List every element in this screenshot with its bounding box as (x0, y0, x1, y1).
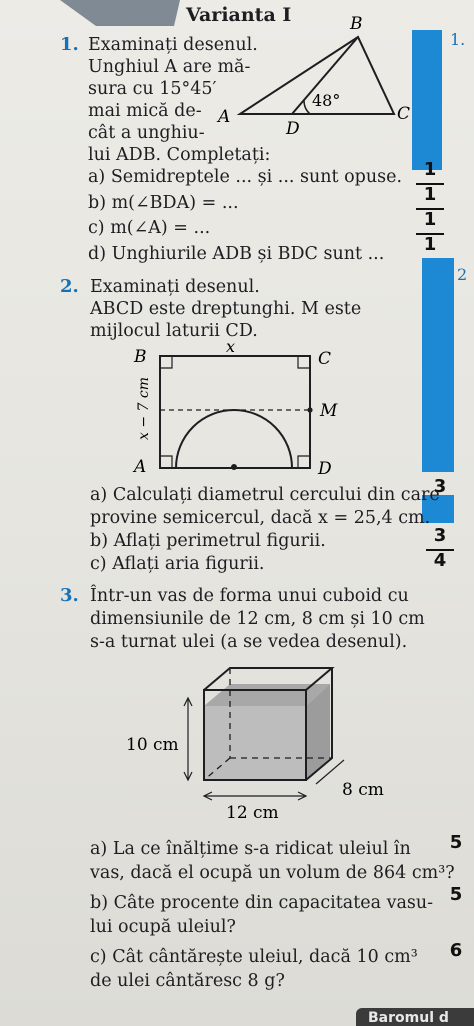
q2-rectangle-figure (120, 340, 360, 480)
q3-item-c-line2: de ulei cântăresc 8 g? (90, 971, 285, 991)
point-m (307, 407, 312, 412)
side-number-2: 2 (457, 265, 468, 284)
q1-intro-line6: lui ADB. Completați: (88, 145, 271, 165)
rectangle-abcd (160, 356, 310, 468)
footer-text: Baromul d (368, 1010, 449, 1026)
q1-intro-line1: Examinați desenul. (88, 35, 258, 55)
score-bar-2 (422, 258, 454, 472)
oil-front (204, 706, 306, 780)
variant-title: Varianta I (186, 4, 292, 26)
corner-mark-a (160, 456, 172, 468)
width-label: 12 cm (226, 803, 279, 823)
label-c: C (318, 349, 332, 369)
corner-mark-c (298, 356, 310, 368)
q3-item-c-line1: c) Cât cântărește uleiul, dacă 10 cm³ (90, 947, 418, 967)
center-point (231, 464, 237, 470)
q1-intro-line5: cât a unghiu- (88, 123, 205, 143)
q1-item-b: b) m(∠BDA) = ... (88, 193, 239, 213)
q3-item-a-line1: a) La ce înălțime s-a ridicat uleiul în (90, 839, 411, 859)
q3-item-a-line2: vas, dacă el ocupă un volum de 864 cm³? (90, 863, 455, 883)
points-q1d: 1 (423, 234, 437, 255)
q2-number: 2. (60, 276, 79, 297)
q1-item-d: d) Unghiurile ADB și BDC sunt ... (88, 244, 385, 264)
q3-intro-line2: dimensiunile de 12 cm, 8 cm și 10 cm (90, 609, 425, 629)
q1-intro-line4: mai mică de- (88, 101, 202, 121)
label-b: B (134, 347, 147, 367)
label-m: M (320, 401, 338, 421)
q1-item-a: a) Semidreptele ... și ... sunt opuse. (88, 167, 403, 187)
q3-cuboid-figure (120, 660, 400, 830)
q3-number: 3. (60, 585, 79, 606)
q1-triangle-figure (210, 12, 420, 142)
label-x: x (226, 340, 236, 356)
points-q1b: 1 (423, 184, 437, 205)
label-a: A (134, 457, 147, 477)
label-d: D (318, 459, 332, 479)
q3-intro-line1: Într-un vas de forma unui cuboid cu (90, 586, 409, 606)
label-side: x − 7 cm (136, 377, 152, 440)
q2-intro-line3: mijlocul laturii CD. (90, 321, 258, 341)
q2-item-a-line1: a) Calculați diametrul cercului din care (90, 485, 440, 505)
depth-label: 8 cm (342, 780, 384, 800)
q2-item-a-line2: provine semicercul, dacă x = 25,4 cm. (90, 508, 431, 528)
points-q2a: 3 (433, 476, 447, 497)
q1-item-c: c) m(∠A) = ... (88, 218, 211, 238)
points-q2b: 3 (433, 525, 447, 546)
points-q3b: 5 (449, 884, 463, 905)
label-c: C (397, 104, 411, 124)
points-q3a: 5 (449, 832, 463, 853)
corner-mark-d (298, 456, 310, 468)
side-number-1: 1. (450, 30, 466, 49)
semicircle (176, 410, 292, 468)
q1-number: 1. (60, 34, 79, 55)
q3-item-b-line2: lui ocupă uleiul? (90, 917, 236, 937)
label-a: A (218, 107, 231, 127)
top-corner-decoration (60, 0, 180, 26)
q1-intro-line2: Unghiul A are mă- (88, 57, 251, 77)
points-q1c: 1 (423, 209, 437, 230)
points-q2c: 4 (433, 550, 447, 571)
q1-intro-line3: sura cu 15°45′ (88, 79, 217, 99)
q2-item-c: c) Aflați aria figurii. (90, 554, 265, 574)
q2-item-b: b) Aflați perimetrul figurii. (90, 531, 326, 551)
angle-arc (304, 100, 310, 114)
angle-label: 48° (312, 91, 341, 110)
q3-item-b-line1: b) Câte procente din capacitatea vasu- (90, 893, 434, 913)
label-b: B (350, 14, 363, 34)
q2-intro-line1: Examinați desenul. (90, 277, 260, 297)
points-q3c: 6 (449, 940, 463, 961)
q2-intro-line2: ABCD este dreptunghi. M este (90, 299, 362, 319)
q3-intro-line3: s-a turnat ulei (a se vedea desenul). (90, 632, 408, 652)
points-q1a: 1 (423, 159, 437, 180)
label-d: D (286, 119, 300, 139)
height-label: 10 cm (126, 735, 179, 755)
corner-mark-b (160, 356, 172, 368)
